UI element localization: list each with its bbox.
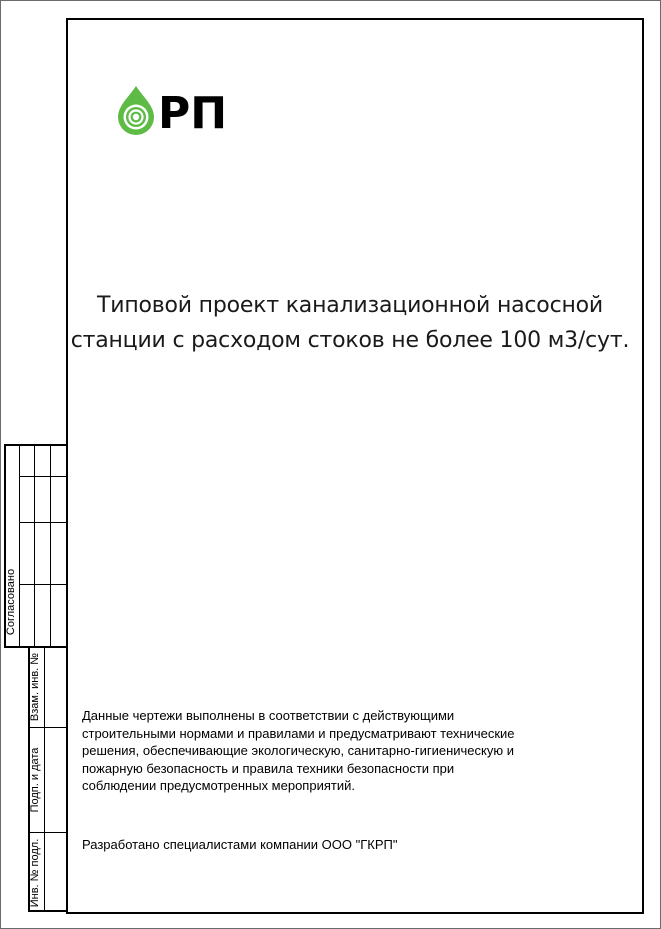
page-title xyxy=(70,288,630,358)
description-paragraph xyxy=(82,707,622,795)
stamp-line xyxy=(44,646,45,911)
developer-note: Разработано специалистами компании ООО "ГКРП" xyxy=(82,837,398,852)
stamp-line xyxy=(19,444,20,647)
description-line: строительными нормами и правилами и предусматривают технические xyxy=(82,725,515,741)
stamp-line xyxy=(19,584,66,585)
stamp-line xyxy=(19,476,66,477)
drop-rings-logo-icon xyxy=(116,84,156,136)
description-line: пожарную безопасность и правила техники безопасности при xyxy=(82,760,455,776)
stamp-line xyxy=(28,727,66,728)
description-line: соблюдении предусмотренных мероприятий. xyxy=(82,778,355,793)
stamp-line xyxy=(4,444,67,446)
stamp-label-inv-podl: Инв. № подл. xyxy=(29,838,41,908)
stamp-label-podp-data: Подп. и дата xyxy=(29,747,41,813)
logo-text: РП xyxy=(158,88,228,139)
stamp-label-agreed: Согласовано xyxy=(5,568,17,636)
description-line: Данные чертежи выполнены в соответствии с действующими xyxy=(82,708,455,723)
title-line-2: станции с расходом стоков не более 100 м3/сут. xyxy=(70,328,630,353)
stamp-line xyxy=(34,444,35,647)
stamp-line xyxy=(50,444,51,647)
description-line: решения, обеспечивающие экологическую, санитарно-гигиеническую и xyxy=(82,743,514,758)
stamp-label-vzam-inv: Взам. инв. № xyxy=(29,652,41,722)
stamp-line xyxy=(19,522,66,523)
title-line-1: Типовой проект канализационной насосной xyxy=(96,293,604,318)
